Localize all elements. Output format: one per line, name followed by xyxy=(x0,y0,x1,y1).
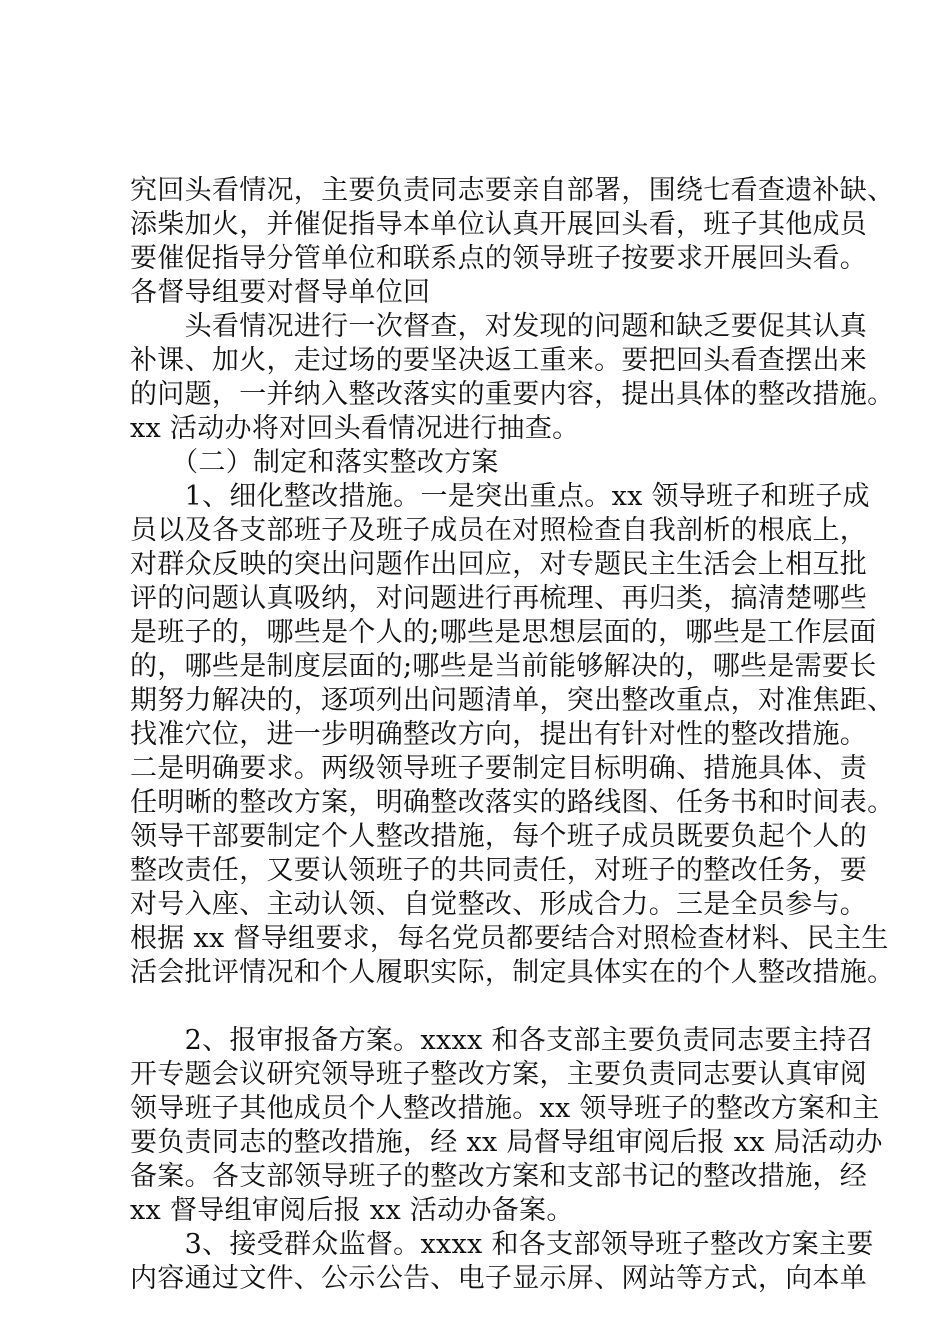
text-line: 添柴加火，并催促指导本单位认真开展回头看，班子其他成员 xyxy=(130,209,868,240)
text-line: xx 活动办将对回头看情况进行抽查。 xyxy=(130,413,580,444)
text-line: 活会批评情况和个人履职实际，制定具体实在的个人整改措施。 xyxy=(130,957,895,988)
text-line: xx 督导组审阅后报 xx 活动办备案。 xyxy=(130,1195,574,1226)
text-line: 3、接受群众监督。xxxx 和各支部领导班子整改方案主要 xyxy=(130,1229,874,1260)
text-line: 对号入座、主动认领、自觉整改、形成合力。三是全员参与。 xyxy=(130,889,868,920)
text-line: 究回头看情况，主要负责同志要亲自部署，围绕七看查遗补缺、 xyxy=(130,175,895,206)
text-line: 2、报审报备方案。xxxx 和各支部主要负责同志要主持召 xyxy=(130,1025,874,1056)
text-line: 二是明确要求。两级领导班子要制定目标明确、措施具体、责 xyxy=(130,753,868,784)
text-line: 要负责同志的整改措施，经 xx 局督导组审阅后报 xx 局活动办 xyxy=(130,1127,883,1158)
text-line: 整改责任，又要认领班子的共同责任，对班子的整改任务，要 xyxy=(130,855,868,886)
text-line: 的问题，一并纳入整改落实的重要内容，提出具体的整改措施。 xyxy=(130,379,895,410)
text-line: 领导班子其他成员个人整改措施。xx 领导班子的整改方案和主 xyxy=(130,1093,880,1124)
text-line: 期努力解决的，逐项列出问题清单，突出整改重点，对准焦距、 xyxy=(130,685,895,716)
text-line: 根据 xx 督导组要求，每名党员都要结合对照检查材料、民主生 xyxy=(130,923,889,954)
text-line: 内容通过文件、公示公告、电子显示屏、网站等方式，向本单 xyxy=(130,1263,868,1294)
text-line: 评的问题认真吸纳，对问题进行再梳理、再归类，搞清楚哪些 xyxy=(130,583,868,614)
text-line: 是班子的，哪些是个人的;哪些是思想层面的，哪些是工作层面 xyxy=(130,617,877,648)
text-line: 员以及各支部班子及班子成员在对照检查自我剖析的根底上， xyxy=(130,515,868,546)
text-line: 各督导组要对督导单位回 xyxy=(130,277,431,308)
text-line: 找准穴位，进一步明确整改方向，提出有针对性的整改措施。 xyxy=(130,719,868,750)
text-line: 头看情况进行一次督查，对发现的问题和缺乏要促其认真 xyxy=(130,311,868,342)
section-heading: （二）制定和落实整改方案 xyxy=(130,447,499,478)
text-line: 1、细化整改措施。一是突出重点。xx 领导班子和班子成 xyxy=(130,481,870,512)
text-line: 领导干部要制定个人整改措施，每个班子成员既要负起个人的 xyxy=(130,821,868,852)
text-line: 开专题会议研究领导班子整改方案，主要负责同志要认真审阅 xyxy=(130,1059,868,1090)
text-line: 要催促指导分管单位和联系点的领导班子按要求开展回头看。 xyxy=(130,243,868,274)
text-line: 的，哪些是制度层面的;哪些是当前能够解决的，哪些是需要长 xyxy=(130,651,877,682)
text-line: 补课、加火，走过场的要坚决返工重来。要把回头看查摆出来 xyxy=(130,345,868,376)
text-line: 对群众反映的突出问题作出回应，对专题民主生活会上相互批 xyxy=(130,549,868,580)
text-line: 任明晰的整改方案，明确整改落实的路线图、任务书和时间表。 xyxy=(130,787,895,818)
text-line: 备案。各支部领导班子的整改方案和支部书记的整改措施，经 xyxy=(130,1161,868,1192)
